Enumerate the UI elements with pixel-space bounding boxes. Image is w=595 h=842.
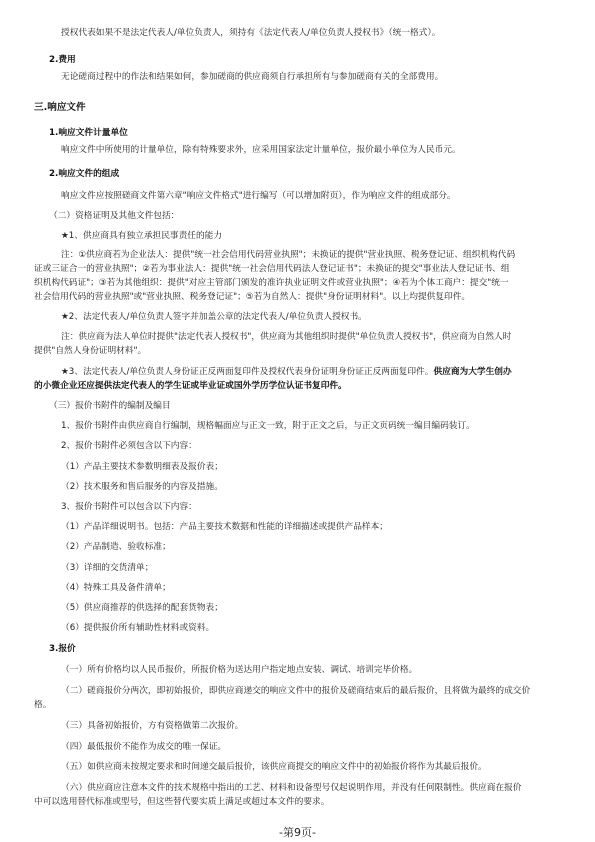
page-number: -第9页- xyxy=(279,826,316,839)
note-1-line-1: 注：①供应商若为企业法人：提供"统一社会信用代码营业执照"；未换证的提供"营业执照、税务登记证、组织机构代码 xyxy=(61,250,516,260)
paragraph-quotation-2-line-1: （二）磋商报价分两次，即初始报价，即供应商递交的响应文件中的报价及磋商结束后的最后报价，且将做为最终的成交价 xyxy=(61,686,531,696)
list-item-optional-5: （5）供应商推荐的供选择的配套货物表； xyxy=(61,603,223,613)
item-star-3-bold: 供应商为大学生创办 xyxy=(433,367,512,377)
list-item-optional-6: （6）提供报价所有辅助性材料或资料。 xyxy=(61,623,215,633)
subheading-qualification: （二）资格证明及其他文件包括： xyxy=(49,211,180,221)
paragraph-quotation-6-line-1: （六）供应商应注意本文件的技术规格中指出的工艺、材料和设备型号仅起说明作用，并没有任何限制性。供应商在报价 xyxy=(61,783,522,793)
paragraph-authorization-note: 授权代表如果不是法定代表人/单位负责人，须持有《法定代表人/单位负责人授权书》（统一格式）。 xyxy=(61,28,441,38)
note-2-line-2: 提供"自然人身份证明材料"。 xyxy=(34,346,147,356)
paragraph-measurement-unit: 响应文件中所使用的计量单位，除有特殊要求外，应采用国家法定计量单位，报价最小单位为人民币元。 xyxy=(61,145,461,155)
section-heading-response-file: 三.响应文件 xyxy=(34,102,86,113)
paragraph-composition: 响应文件应按照磋商文件第六章"响应文件格式"进行编写（可以增加附页），作为响应文件的组成部分。 xyxy=(61,191,456,201)
list-item-required-2: （2）技术服务和售后服务的内容及措施。 xyxy=(61,482,223,492)
list-item-optional-4: （4）特殊工具及备件清单； xyxy=(61,583,171,593)
note-1-line-3: 织机构代码证"；③若为其他组织：提供"对应主管部门颁发的准许执业证明文件或营业执照"；④若为个体工商户：提交"统一 xyxy=(34,278,509,288)
item-star-3 xyxy=(61,366,512,378)
note-2-line-1: 注：供应商为法人单位时提供"法定代表人授权书"，供应商为其他组织时提供"单位负责人授权书"，供应商为自然人时 xyxy=(61,332,512,342)
heading-quotation: 3.报价 xyxy=(49,644,76,654)
paragraph-quotation-5: （五）如供应商未按规定要求和时间递交最后报价，该供应商提交的响应文件中的初始报价将作为其最后报价。 xyxy=(61,762,487,772)
paragraph-quotation-4: （四）最低报价不能作为成交的唯一保证。 xyxy=(61,742,227,752)
list-item-optional-3: （3）详细的交货清单； xyxy=(61,563,154,573)
list-item-optional-2: （2）产品制造、验收标准； xyxy=(61,542,171,552)
subheading-attachments: （三）报价书附件的编制及编目 xyxy=(49,401,171,411)
heading-composition: 2.响应文件的组成 xyxy=(49,169,120,179)
heading-fees: 2.费用 xyxy=(49,55,76,65)
paragraph-quotation-6-line-2: 中可以选用替代标准或型号，但这些替代要实质上满足或超过本文件的要求。 xyxy=(34,797,330,807)
list-item-optional-1: （1）产品详细说明书。包括：产品主要技术数据和性能的详细描述或提供产品样本； xyxy=(61,522,388,532)
note-1-line-4: 社会信用代码的营业执照"或"营业执照、税务登记证"；⑤若为自然人：提供"身份证明材料"。以上均提供复印件。 xyxy=(34,292,471,302)
paragraph-attachments-2: 2、报价书附件必须包含以下内容： xyxy=(61,441,197,451)
item-star-2: ★2、法定代表人/单位负责人签字并加盖公章的法定代表人/单位负责人授权书。 xyxy=(61,312,367,322)
paragraph-quotation-2-line-2: 格。 xyxy=(34,700,52,710)
item-star-3-bold-continued: 的小微企业还应提供法定代表人的学生证或毕业证或国外学历学位认证书复印件。 xyxy=(34,381,347,391)
note-1-line-2: 证或三证合一的营业执照"；②若为事业法人：提供"统一社会信用代码法人登记证书"；未换证的提交"事业法人登记证书、组 xyxy=(34,264,510,274)
paragraph-quotation-1: （一）所有价格均以人民币报价，所报价格为送达用户指定地点安装、调试、培训完毕价格。 xyxy=(61,665,418,675)
heading-measurement-unit: 1.响应文件计量单位 xyxy=(49,128,128,138)
paragraph-quotation-3: （三）具备初始报价，方有资格做第二次报价。 xyxy=(61,721,244,731)
paragraph-attachments-3: 3、报价书附件可以包含以下内容： xyxy=(61,502,197,512)
paragraph-attachments-1: 1、报价书附件由供应商自行编制，规格幅面应与正文一致，附于正文之后，与正文页码统一编目编码装订。 xyxy=(61,421,475,431)
item-star-1: ★1、供应商具有独立承担民事责任的能力 xyxy=(61,231,223,241)
item-star-3-text: ★3、法定代表人/单位负责人身份证正反两面复印件及授权代表身份证明身份证正反两面复印件。 xyxy=(61,367,434,377)
list-item-required-1: （1）产品主要技术参数明细表及报价表； xyxy=(61,462,223,472)
paragraph-fees: 无论磋商过程中的作法和结果如何，参加磋商的供应商须自行承担所有与参加磋商有关的全部费用。 xyxy=(61,72,444,82)
